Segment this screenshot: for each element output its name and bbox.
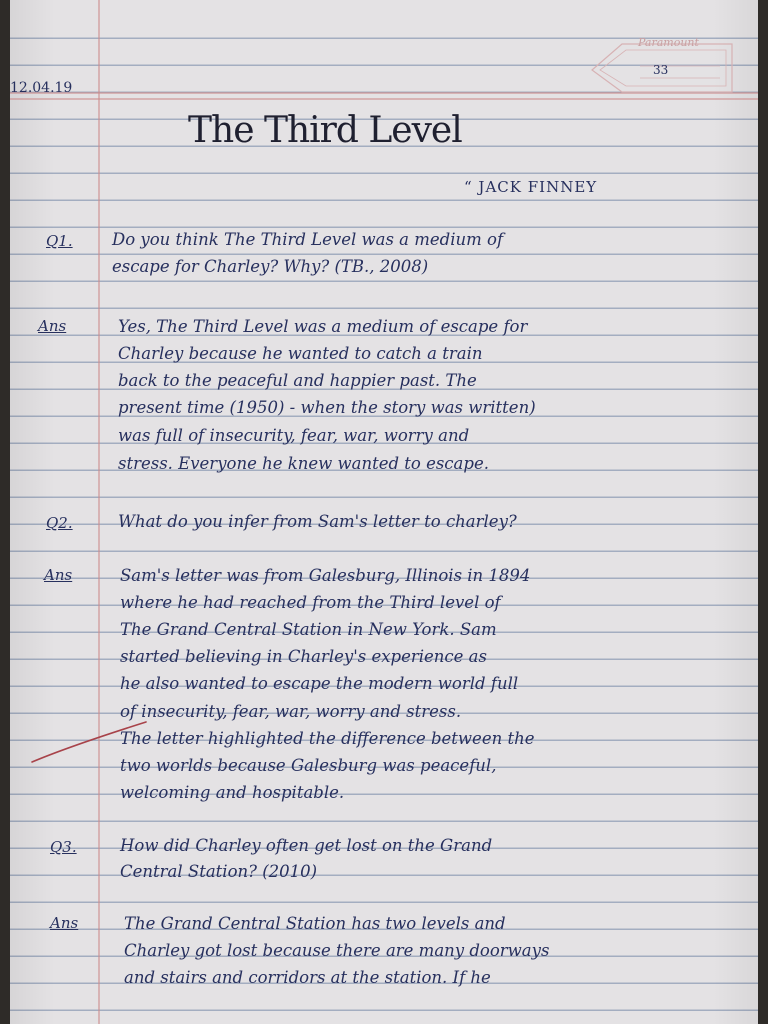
- question-line: Central Station? (2010): [120, 862, 318, 881]
- answer-line: was full of insecurity, fear, war, worry and: [118, 426, 470, 445]
- question-line: escape for Charley? Why? (TB., 2008): [112, 257, 429, 276]
- answer-line: where he had reached from the Third level of: [120, 593, 501, 612]
- answer-line: two worlds because Galesburg was peaceful,: [120, 756, 497, 775]
- answer-line: Yes, The Third Level was a medium of escape for: [118, 317, 528, 336]
- teacher-tick-mark: [30, 720, 150, 770]
- answer-label-3: Ans: [50, 914, 79, 932]
- question-label-q3: Q3.: [50, 838, 77, 856]
- margin-line: [98, 0, 100, 1024]
- question-line: What do you infer from Sam's letter to charley?: [118, 512, 517, 531]
- author-name: “ JACK FINNEY: [464, 178, 598, 196]
- answer-line: back to the peaceful and happier past. The: [118, 371, 477, 390]
- answer-line: and stairs and corridors at the station. If he: [124, 968, 491, 987]
- answer-line: The Grand Central Station in New York. Sam: [120, 620, 497, 639]
- notebook-page: [10, 0, 758, 1024]
- answer-label-1: Ans: [38, 317, 67, 335]
- answer-line: Charley got lost because there are many doorways: [124, 941, 550, 960]
- header-rule-2: [10, 98, 758, 100]
- answer-line: of insecurity, fear, war, worry and stress.: [120, 702, 462, 721]
- answer-line: started believing in Charley's experience as: [120, 647, 487, 666]
- answer-line: he also wanted to escape the modern world full: [120, 674, 519, 693]
- answer-label-2: Ans: [44, 566, 73, 584]
- answer-line: The Grand Central Station has two levels and: [124, 914, 506, 933]
- page-title: The Third Level: [188, 110, 462, 151]
- answer-line: The letter highlighted the difference between the: [120, 729, 535, 748]
- answer-line: Sam's letter was from Galesburg, Illinois in 1894: [120, 566, 531, 585]
- brand-name: Paramount: [638, 36, 699, 49]
- question-label-q1: Q1.: [46, 232, 73, 250]
- question-line: How did Charley often get lost on the Grand: [120, 836, 493, 855]
- question-label-q2: Q2.: [46, 514, 73, 532]
- entry-date: 12.04.19: [10, 80, 73, 96]
- question-line: Do you think The Third Level was a medium of: [112, 230, 504, 249]
- answer-line: stress. Everyone he knew wanted to escape.: [118, 454, 489, 473]
- page-number: 33: [653, 63, 669, 77]
- answer-line: welcoming and hospitable.: [120, 783, 345, 802]
- answer-line: present time (1950) - when the story was written): [118, 398, 536, 417]
- answer-line: Charley because he wanted to catch a train: [118, 344, 483, 363]
